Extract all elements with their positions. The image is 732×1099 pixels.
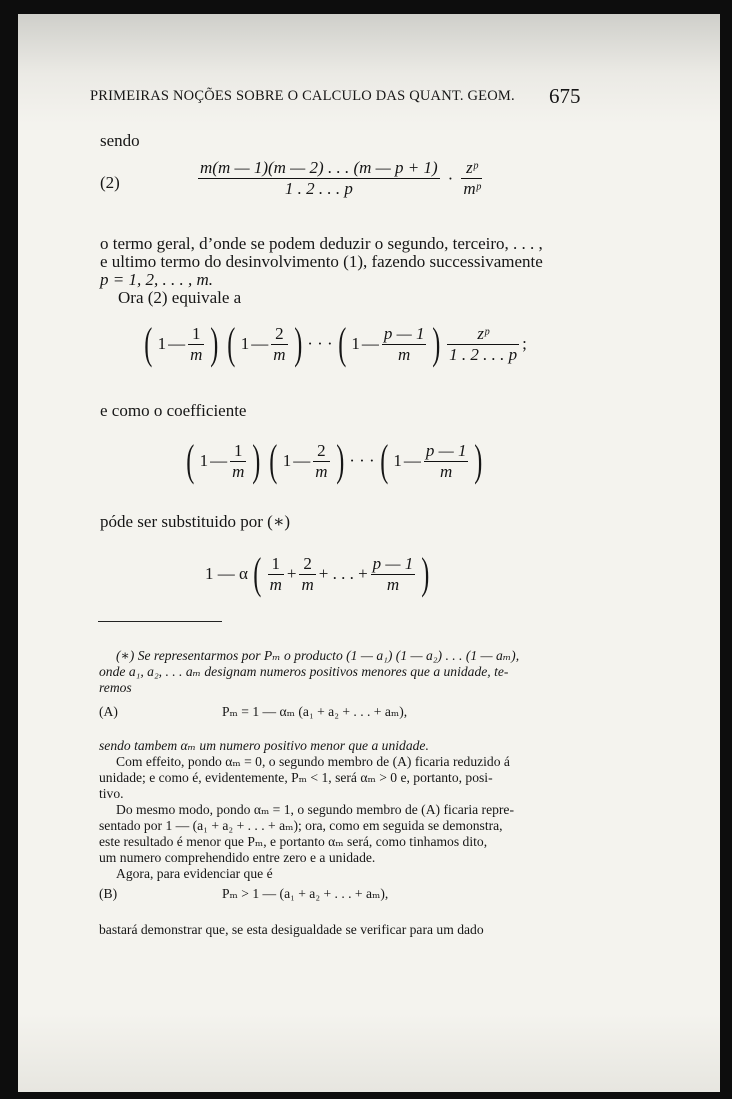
paragraph-line: Ora (2) equivale a: [118, 288, 242, 307]
equation-4: ( 1 — $\frac{1}{m}$ ) ( 1 — $\frac{2}{m}$ ) · · · ( 1 — $\frac{p — 1}{m}$ ): [186, 436, 483, 485]
footnote-line: remos: [99, 680, 132, 695]
paragraph-line: p = 1, 2, . . . , m.: [100, 270, 213, 289]
footnote-line: Agora, para evidenciar que é: [116, 866, 273, 881]
footnote-line: unidade; e como é, evidentemente, Pₘ < 1, será αₘ > 0 e, portanto, posi-: [99, 770, 493, 785]
footnote-line: Com effeito, pondo αₘ = 0, o segundo membro de (A) ficaria reduzido á: [116, 754, 510, 769]
footnote-line: um numero comprehendido entre zero e a unidade.: [99, 850, 376, 865]
eq2-main-fraction: $\frac{m(m — 1)(m — 2) . . . (m — p + 1)}{1 . 2 . . . p}$: [200, 158, 438, 198]
paragraph-line: póde ser substituido por (∗): [100, 512, 291, 531]
page-number: 675: [549, 84, 581, 108]
equation-2: $\frac{m(m — 1)(m — 2) . . . (m — p + 1)}{1 . 2 . . . p}$ · $\frac{\text{zᵖ}}{\text{mᵖ}}$: [196, 158, 484, 199]
footnote-line: sentado por 1 — (a₁ + a₂ + . . . + aₘ); ora, como em seguida se demonstra,: [99, 818, 503, 833]
paragraph-line: o termo geral, d’onde se podem deduzir o segundo, terceiro, . . . ,: [100, 234, 543, 253]
footnote-line: Do mesmo modo, pondo αₘ = 1, o segundo membro de (A) ficaria repre-: [116, 802, 514, 817]
footnote-line: onde a₁, a₂, . . . aₘ designam numeros positivos menores que a unidade, te-: [99, 664, 509, 679]
footnote-line: sendo tambem αₘ um numero positivo menor que a unidade.: [99, 738, 429, 753]
eq2-z-fraction: $\frac{\text{zᵖ}}{\text{mᵖ}}$: [463, 158, 481, 198]
equation-3: ( 1 — $\frac{1}{m}$ ) ( 1 — $\frac{2}{m}$ ) · · · ( 1 — $\frac{p — 1}{m}$ ) $\frac{\text{zᵖ}}{1 . 2 . . . p}$ ;: [144, 319, 527, 368]
running-header: PRIMEIRAS NOÇÕES SOBRE O CALCULO DAS QUANT. GEOM.: [90, 88, 515, 104]
equation-label-A: (A): [99, 704, 118, 719]
equation-label-2: (2): [100, 173, 120, 192]
footnote-line: tivo.: [99, 786, 124, 801]
footnote-line: este resultado é menor que Pₘ, e portanto αₘ será, como tinhamos dito,: [99, 834, 488, 849]
equation-5: 1 — α ( $\frac{1}{m}$ + $\frac{2}{m}$ + . . . + $\frac{p — 1}{m}$ ): [205, 549, 430, 598]
text-sendo: sendo: [100, 131, 140, 150]
paragraph-line: e como o coefficiente: [100, 401, 247, 420]
paragraph-line: e ultimo termo do desinvolvimento (1), fazendo successivamente: [100, 252, 543, 271]
equation-A: Pₘ = 1 — αₘ (a₁ + a₂ + . . . + aₘ),: [222, 704, 408, 719]
footnote-divider: [98, 621, 222, 622]
footnote-line: (∗) Se representarmos por Pₘ o producto (1 — a₁) (1 — a₂) . . . (1 — aₘ),: [116, 648, 520, 663]
footnote-line: bastará demonstrar que, se esta desigualdade se verificar para um dado: [99, 922, 484, 937]
equation-B: Pₘ > 1 — (a₁ + a₂ + . . . + aₘ),: [222, 886, 389, 901]
equation-label-B: (B): [99, 886, 118, 901]
